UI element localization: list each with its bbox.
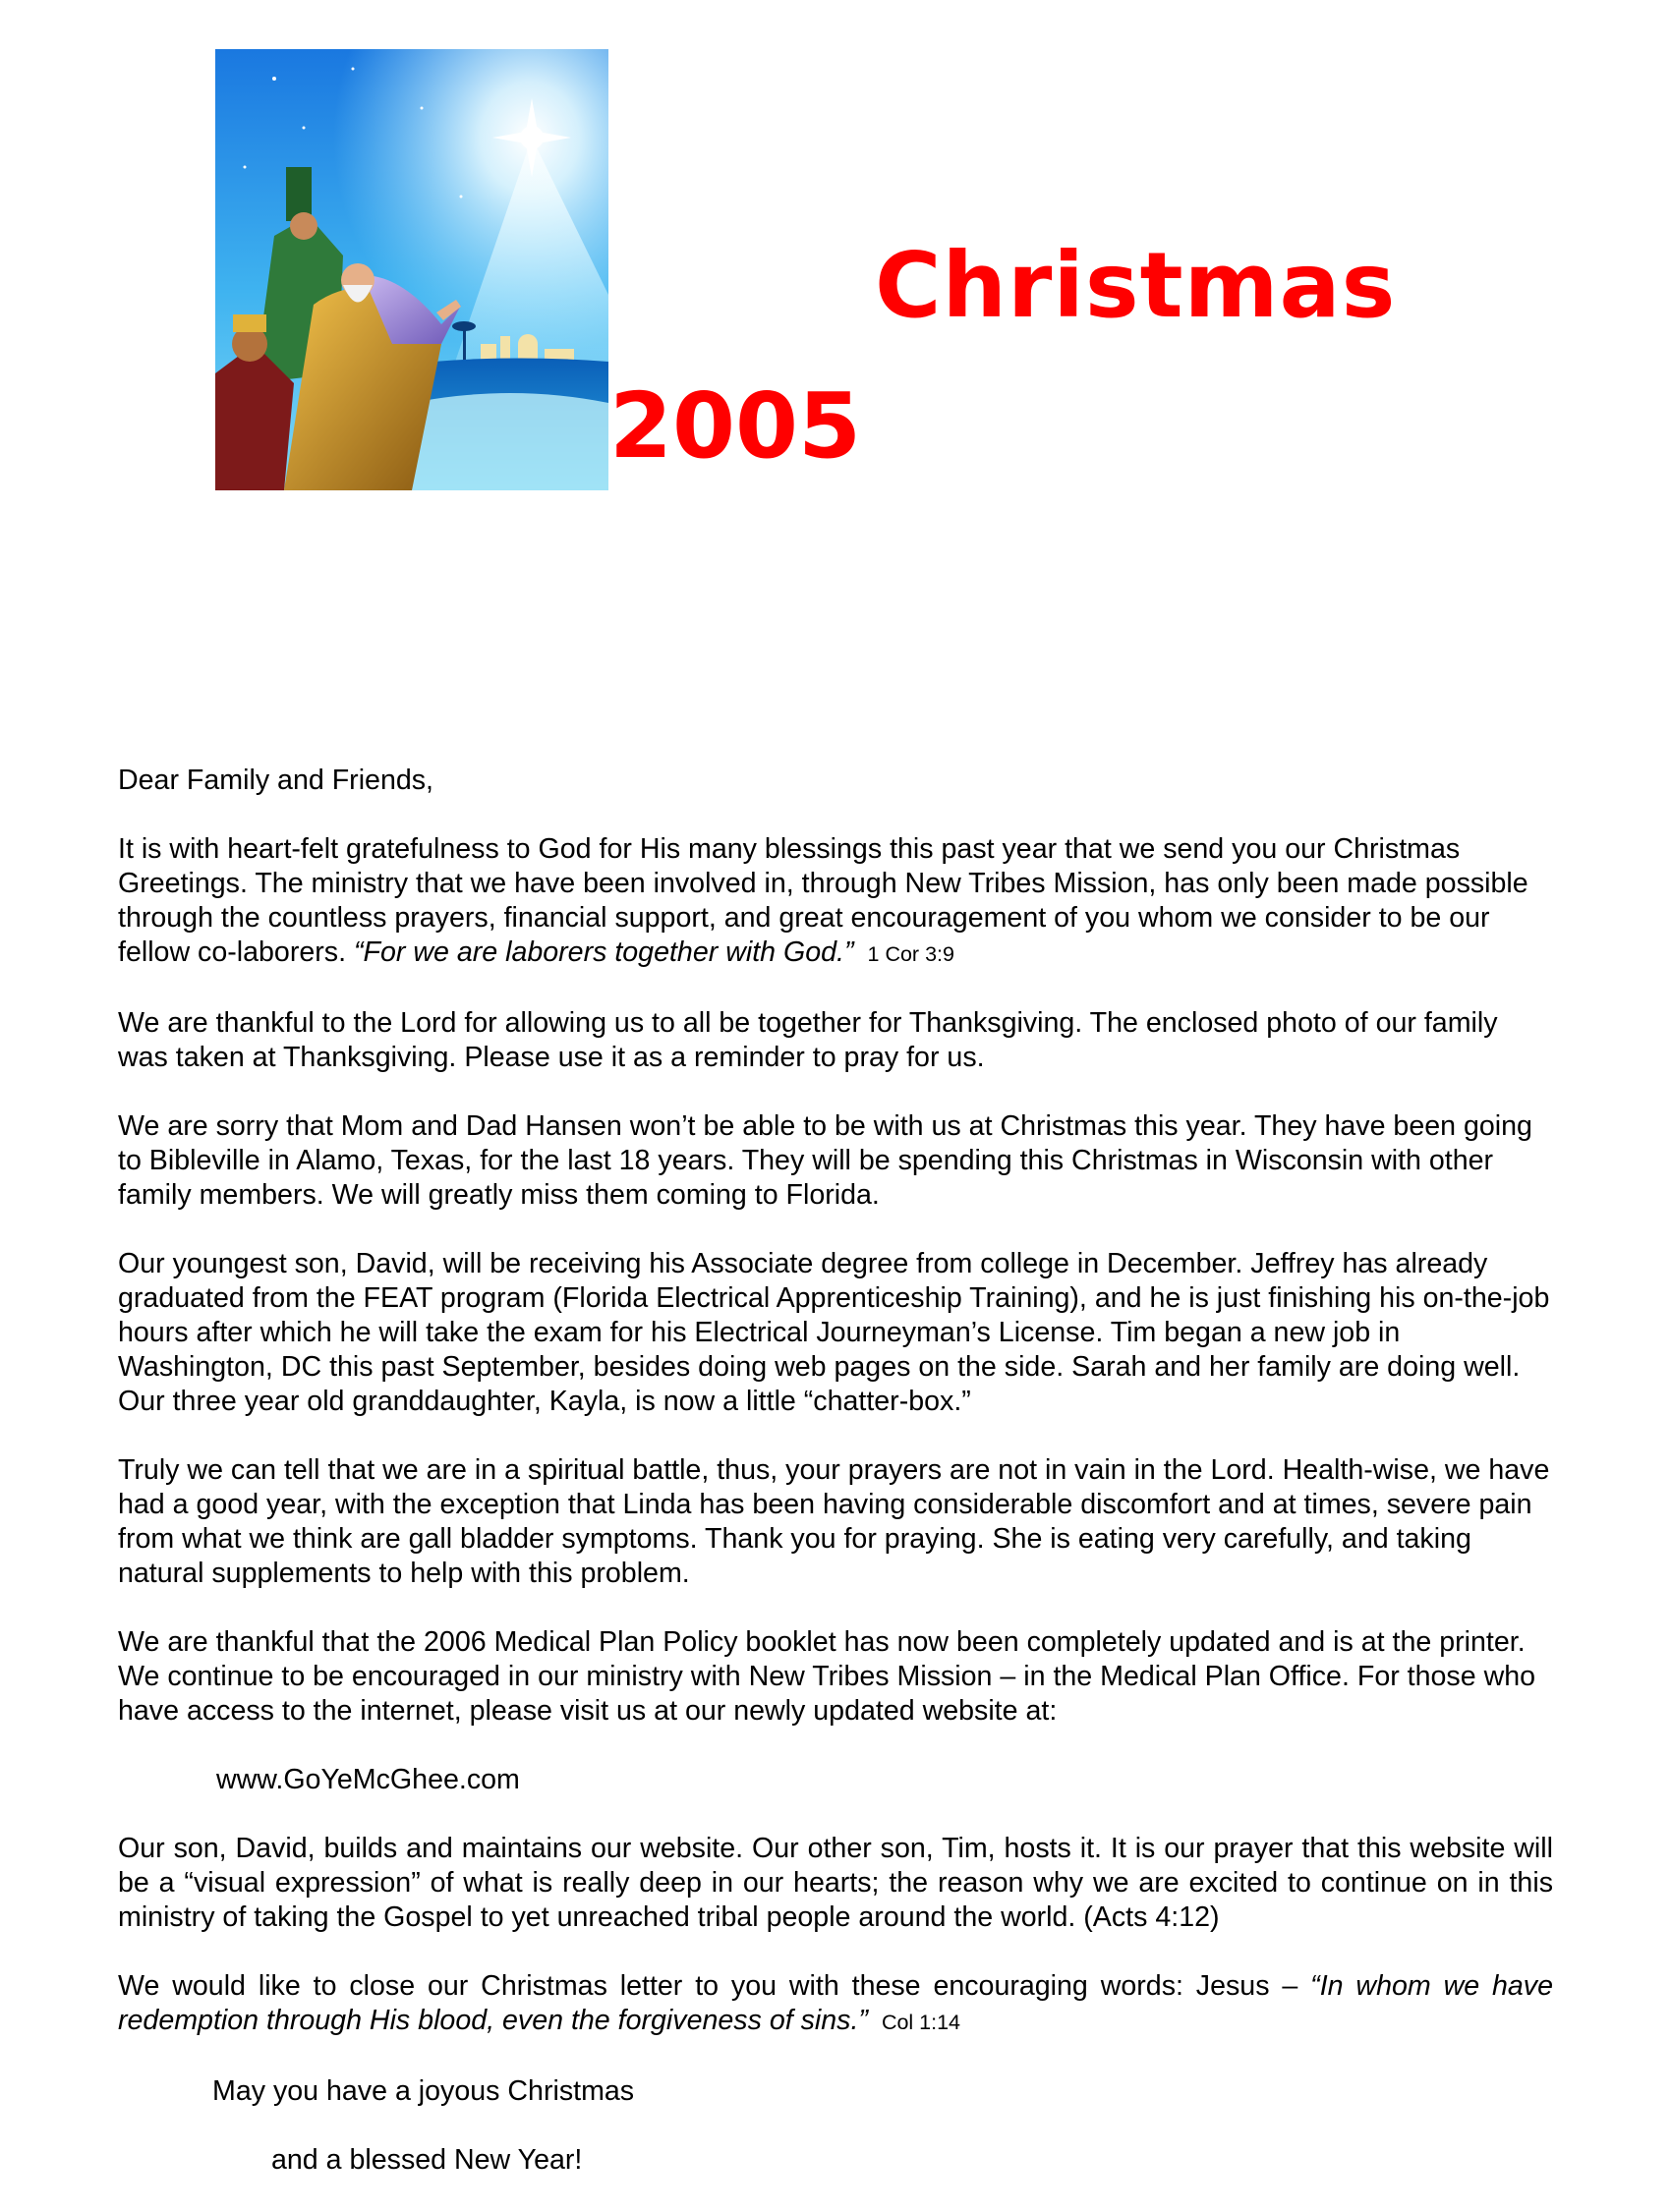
closing-scripture-reference: Col 1:14 — [881, 2011, 961, 2034]
paragraph-closing-verse — [118, 1969, 1553, 2040]
closing-line-2: and a blessed New Year! — [271, 2144, 583, 2176]
paragraph-gratitude — [118, 832, 1553, 972]
nativity-wise-men-star-icon — [215, 49, 608, 490]
page-title: Christmas — [875, 233, 1397, 338]
website-link[interactable]: www.GoYeMcGhee.com — [216, 1764, 520, 1795]
scripture-quote: “For we are laborers together with God.” — [353, 936, 854, 968]
paragraph-website: Our son, David, builds and maintains our website. Our other son, Tim, hosts it. It is our prayer that this website will be a “visual expression” of what is really deep in our hearts; the reason why we are excited to continue on in this ministry of taking the Gospel to yet unreached tribal people around the world. (Acts 4:12) — [118, 1833, 1553, 1933]
closing-scripture-quote: “In whom we have redemption through His blood, even the forgiveness of sins.” — [118, 1970, 1554, 2036]
salutation: Dear Family and Friends, — [118, 765, 433, 796]
closing-verse-text: We would like to close our Christmas letter to you with these encouraging words: Jesus – — [118, 1970, 1311, 2002]
paragraph-family-news: Our youngest son, David, will be receiving his Associate degree from college in December. Jeffrey has already graduated from the FEAT program (Florida Electrical Apprenticeship Training), and he is just finishing his on-the-job hours after which he will take the exam for his Electrical Journeyman’s License. Tim began a new job in Washington, DC this past September, besides doing web pages on the side. Sarah and her family are doing well. Our three year old granddaughter, Kayla, is now a little “chatter-box.” — [118, 1248, 1550, 1417]
title-year: 2005 — [609, 373, 862, 479]
closing-line-1: May you have a joyous Christmas — [212, 2075, 635, 2107]
paragraph-hansen: We are sorry that Mom and Dad Hansen won’t be able to be with us at Christmas this year. They have been going to Bibleville in Alamo, Texas, for the last 18 years. They will be spending this Christmas in Wisconsin with other family members. We will greatly miss them coming to Florida. — [118, 1110, 1532, 1211]
paragraph-thanksgiving: We are thankful to the Lord for allowing us to all be together for Thanksgiving. The enclosed photo of our family was taken at Thanksgiving. Please use it as a reminder to pray for us. — [118, 1007, 1498, 1073]
paragraph-ministry: We are thankful that the 2006 Medical Plan Policy booklet has now been completely updated and is at the printer. We continue to be encouraged in our ministry with New Tribes Mission – in the Medical Plan Office. For those who have access to the internet, please visit us at our newly updated website at: — [118, 1626, 1536, 1727]
paragraph-gratitude-text: It is with heart-felt gratefulness to God for His many blessings this past year that we send you our Christmas Greetings. The ministry that we have been involved in, through New Tribes Mission, has only been made possible through the countless prayers, financial support, and great encouragement of you whom we consider to be our fellow co-laborers. — [118, 833, 1528, 968]
scripture-reference: 1 Cor 3:9 — [867, 942, 954, 966]
paragraph-health: Truly we can tell that we are in a spiritual battle, thus, your prayers are not in vain in the Lord. Health-wise, we have had a good year, with the exception that Linda has been having considerable discomfort and at times, severe pain from what we think are gall bladder symptoms. Thank you for praying. She is eating very carefully, and taking natural supplements to help with this problem. — [118, 1454, 1550, 1589]
letter-body — [118, 764, 1553, 2212]
